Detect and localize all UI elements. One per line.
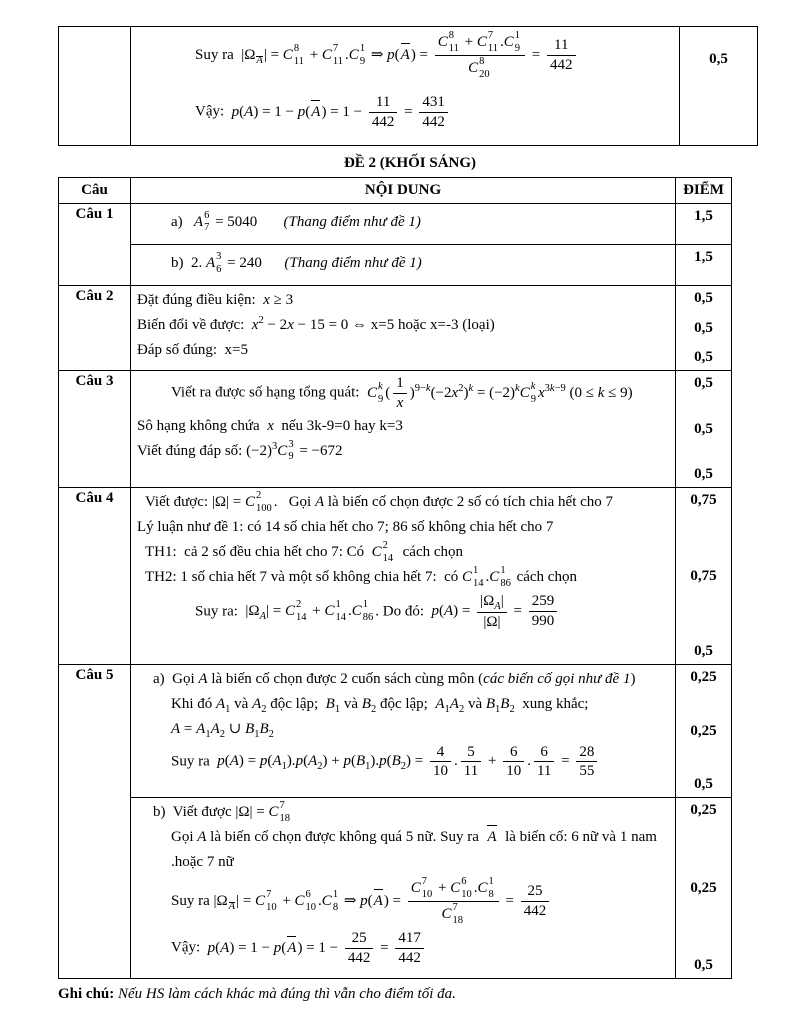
content-cell (131, 286, 676, 371)
score-cell (676, 798, 732, 979)
score-cell (676, 286, 732, 371)
content-cell (131, 488, 676, 665)
content-cell (131, 245, 676, 286)
content-line: a) A 6 7 = 5040 (Thang điểm như đề 1) (171, 209, 421, 234)
content-line: Viết đúng đáp số: $(-2)^3C$ 3 9 = −672 (137, 438, 343, 463)
score-cell (680, 27, 758, 146)
score-value: 0,5 (694, 290, 713, 307)
table-header-row (59, 177, 732, 203)
score-value: 0,5 (694, 466, 713, 483)
score-value: 0,25 (690, 802, 717, 819)
formula-line: Suy ra $|\Omega_A| = C$ 8 11 + C 7 11 .C 1 9 ⇒ p(A) = C 8 11 + C 7 11 .C 1 9 C 8 20 = $\frac{11}{442}$ (137, 29, 673, 82)
content-cell (131, 203, 676, 244)
content-line: Sô hạng không chứa x nếu 3k-9=0 hay k=3 (137, 417, 403, 434)
section-title: ĐỀ 2 (KHỐI SÁNG) (343, 154, 477, 171)
score-value: 1,5 (694, 249, 713, 266)
score-value: 0,25 (690, 879, 717, 896)
table-row (59, 245, 732, 286)
content-line: Viết được: |Ω| = C 2 100 . Gọi A là biến cố chọn được 2 số có tích chia hết cho 7 (145, 490, 614, 514)
content-cell (131, 371, 676, 488)
content-cell (131, 798, 676, 979)
score-cell (676, 245, 732, 286)
score-cell (676, 203, 732, 244)
content-line: Vậy: p(A) = 1 − p(A) = 1 − $\frac{25}{442}$ = $\frac{417}{442}$ (137, 928, 669, 969)
content-line: Viết ra được số hạng tổng quát: C k 9 ( $\frac{1}{x}$ )$^{9-k}(-2x^2)^k = (-2)^kC$ k 9 $x^{3k-9}$ (0 ≤ k ≤ 9) (171, 375, 633, 411)
top-empty-label-cell (59, 27, 131, 146)
table-row (59, 203, 732, 244)
content-line: Khi đó $A_1$ và $A_2$ độc lập; $B_1$ và $B_2$ độc lập; $A_1A_2$ và $B_1B_2$ xung khắc; (171, 696, 589, 715)
score-value: 0,5 (709, 51, 728, 67)
score-cell (676, 371, 732, 488)
table-row (59, 488, 732, 665)
content-line: TH2: 1 số chia hết 7 và một số không chia hết 7: có C 1 14 .C 1 86 cách chọn (145, 565, 577, 589)
content-line: Suy ra: $|\Omega_A| = C$ 2 14 + C 1 14 .C 1 86 . Do đó: p(A) = $\frac{|\Omega_A|}{|\Omega|}$ = $\frac{259}{990}$ (137, 591, 669, 633)
col-header-noidung: NỘI DUNG (131, 177, 676, 203)
footer-label: Ghi chú: (58, 986, 115, 1003)
score-value: 1,5 (694, 207, 713, 224)
content-line: b) Viết được |Ω| = C 7 18 (153, 800, 291, 824)
score-value: 0,5 (694, 319, 713, 336)
col-header-diem: ĐIỂM (676, 177, 732, 203)
content-line: Suy ra $p(A) = p(A_1).p(A_2) + p(B_1).p(B_2)$ = $\frac{4}{10}$ . $\frac{5}{11}$ + $\frac{6}{10}$ . $\frac{6}{11}$ = $\frac{28}{55}$ (137, 742, 669, 783)
score-value: 0,5 (694, 349, 713, 366)
content-line: Gọi A là biến cố chọn được không quá 5 nữ. Suy ra A là biến cố: 6 nữ và 1 nam .hoặc 7 nữ (137, 825, 669, 875)
content-line: $A = A_1A_2$ ∪ $B_1B_2$ (171, 720, 274, 740)
top-content-cell (131, 27, 680, 146)
footer-text: Nếu HS làm cách khác mà đúng thì vẫn cho điểm tối đa. (114, 986, 456, 1003)
score-value: 0,25 (690, 722, 717, 739)
content-line: b) 2. A 3 6 = 240 (Thang điểm như đề 1) (171, 251, 422, 275)
table-row (59, 798, 732, 979)
answer-table (58, 177, 732, 979)
content-line: TH1: cả 2 số đều chia hết cho 7: Có C 2 14 cách chọn (145, 540, 464, 564)
row-label-cau3: Câu 3 (59, 371, 131, 488)
score-value: 0,75 (690, 567, 717, 584)
content-line: Đáp số đúng: x=5 (137, 341, 248, 358)
score-value: 0,75 (690, 492, 717, 509)
score-value: 0,5 (694, 420, 713, 437)
footer-note (58, 986, 762, 1003)
score-value: 0,25 (690, 669, 717, 686)
row-label-cau5: Câu 5 (59, 665, 131, 979)
score-cell (676, 665, 732, 798)
score-value: 0,5 (694, 375, 713, 392)
table-row (59, 371, 732, 488)
table-row (59, 27, 758, 146)
score-cell (676, 488, 732, 665)
content-line: Suy ra $|\Omega_A| = C$ 7 10 + C 6 10 .C 1 8 ⇒ p(A) = C 7 10 + C 6 10 .C 1 8 C 7 18 = $\frac{25}{442}$ (137, 875, 669, 928)
score-value: 0,5 (694, 957, 713, 974)
formula-line: Vậy: p(A) = 1 − p(A) = 1 − $\frac{11}{442}$ = $\frac{431}{442}$ (137, 92, 673, 133)
content-line: Biến đổi về được: $x^2 - 2x - 15 = 0$ ⇔ x=5 hoặc x=-3 (loại) (137, 315, 495, 333)
col-header-cau: Câu (59, 177, 131, 203)
score-value: 0,5 (694, 776, 713, 793)
row-label-cau2: Câu 2 (59, 286, 131, 371)
content-line: a) Gọi A là biến cố chọn được 2 cuốn sách cùng môn (các biến cố gọi như đề 1) (153, 671, 636, 688)
row-label-cau4: Câu 4 (59, 488, 131, 665)
top-table (58, 26, 758, 146)
content-line: Lý luận như đề 1: có 14 số chia hết cho 7; 86 số không chia hết cho 7 (137, 519, 554, 536)
content-cell (131, 665, 676, 798)
row-label-cau1: Câu 1 (59, 203, 131, 285)
content-line: Đặt đúng điều kiện: x ≥ 3 (137, 292, 294, 309)
score-value: 0,5 (694, 643, 713, 660)
table-row (59, 665, 732, 798)
table-row (59, 286, 732, 371)
